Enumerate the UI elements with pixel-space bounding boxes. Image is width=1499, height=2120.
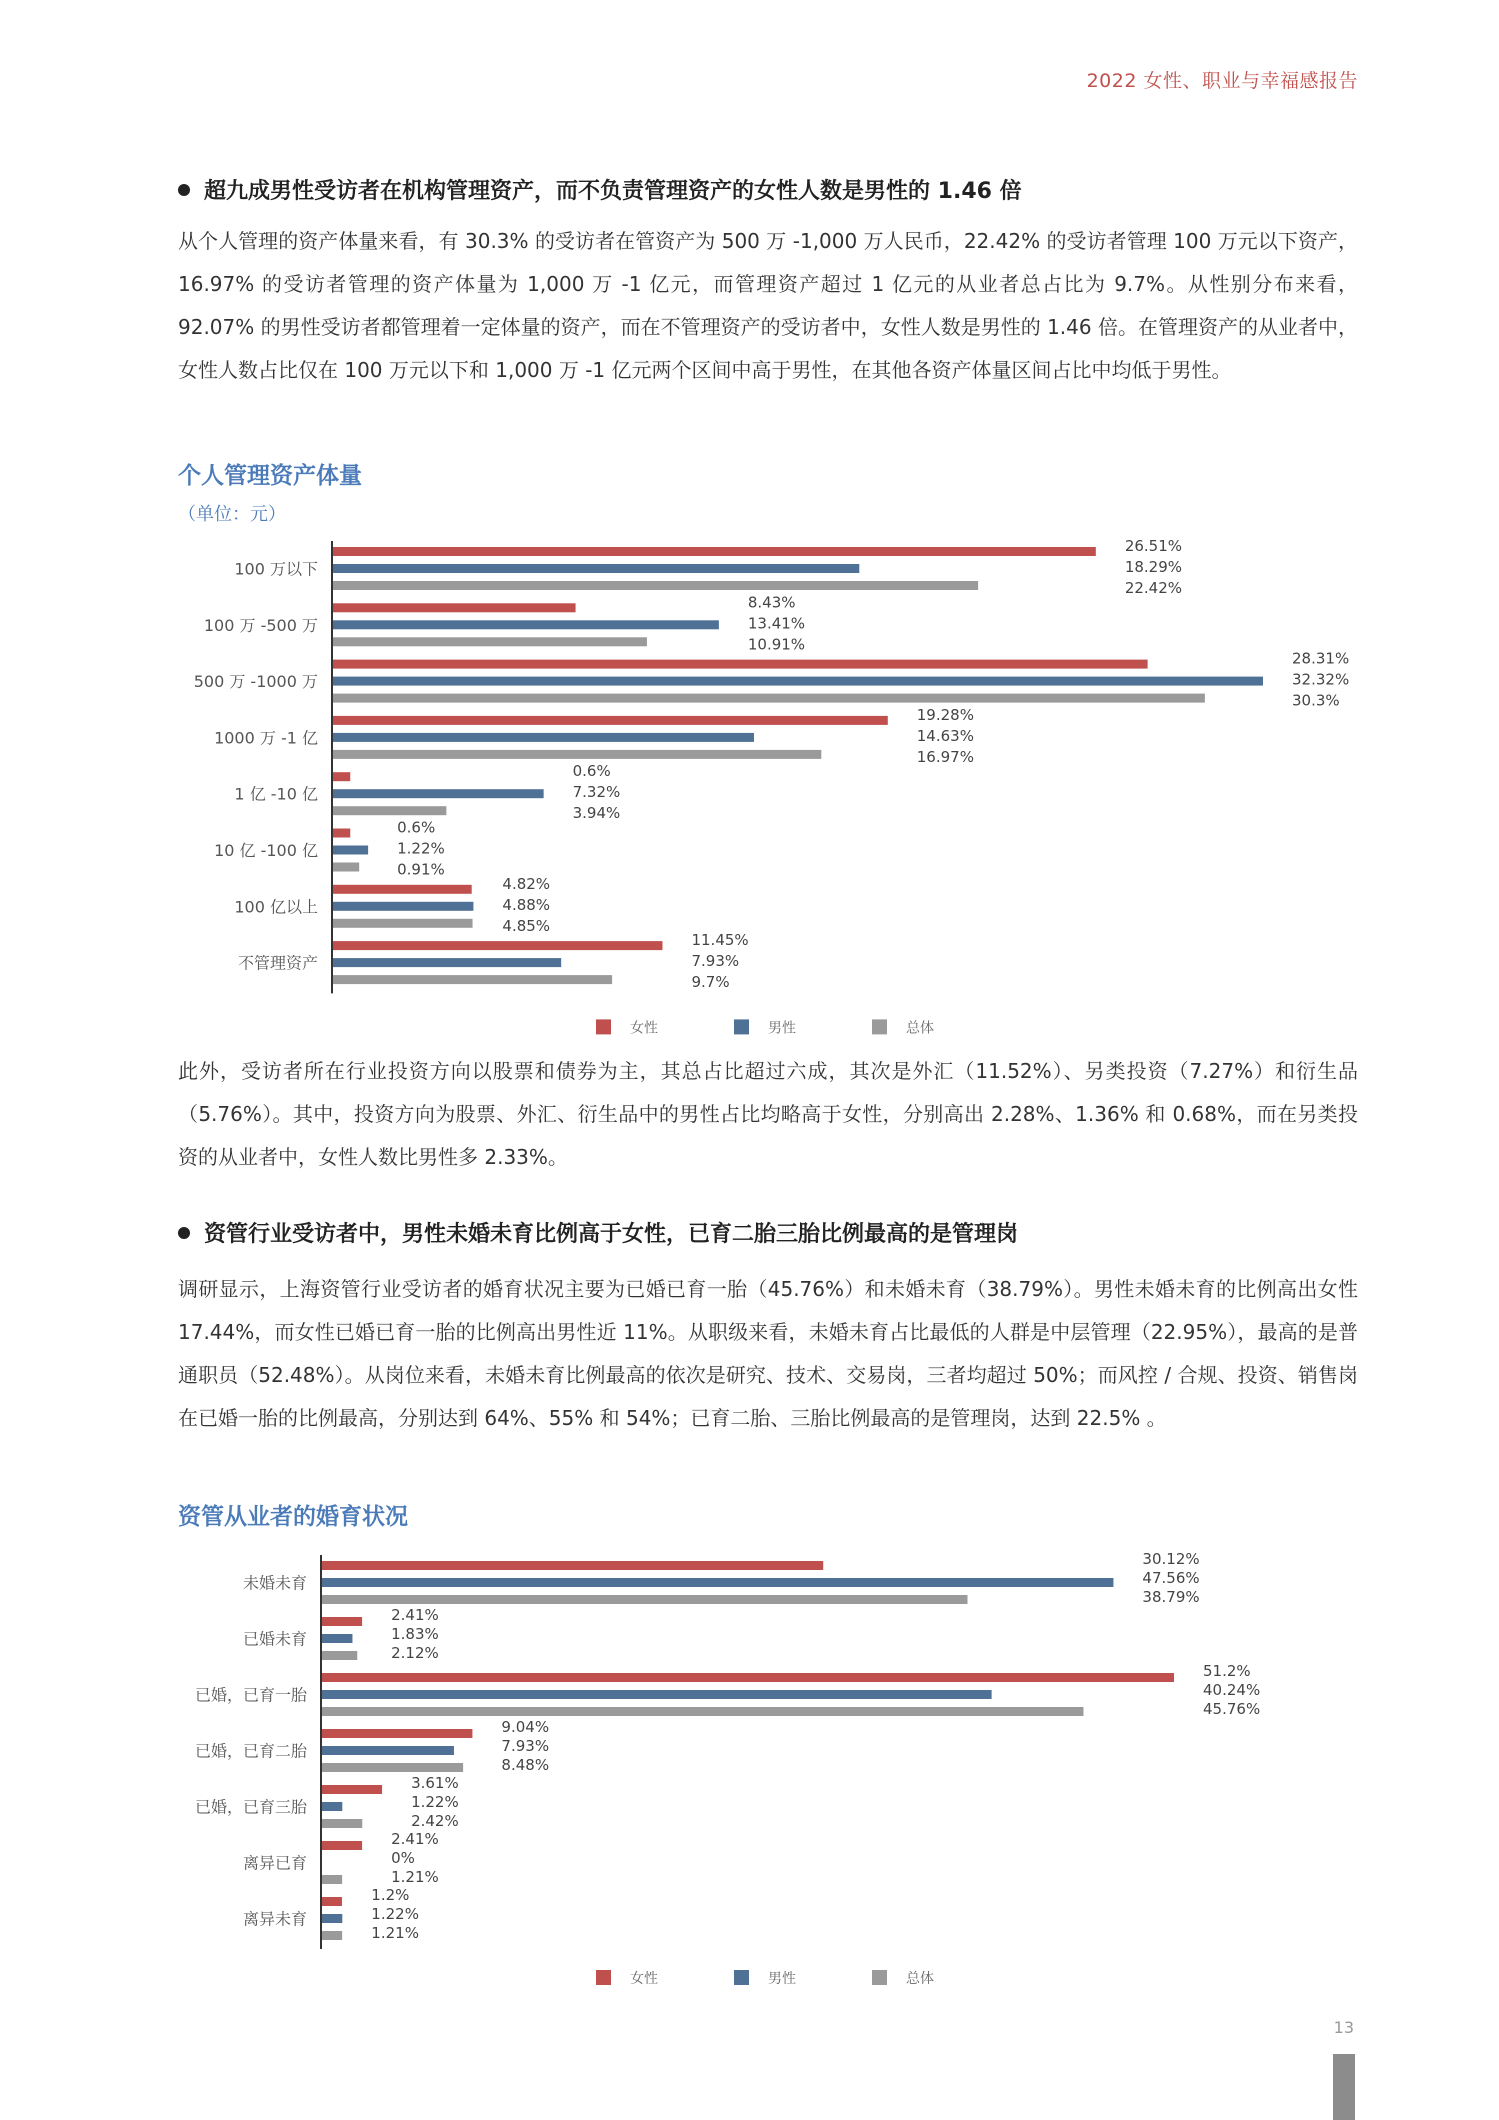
bar-total	[333, 919, 473, 928]
value-label: 16.97%	[916, 747, 974, 766]
section2-heading	[178, 1217, 1018, 1248]
bar-male	[333, 564, 859, 573]
category-label: 已婚，已育三胎	[194, 1797, 307, 1817]
category-label: 10 亿 -100 亿	[214, 841, 318, 860]
value-label: 22.42%	[1124, 579, 1183, 597]
bar-female	[333, 829, 350, 838]
bar-male	[333, 620, 719, 629]
legend-swatch-male	[734, 1019, 749, 1034]
bullet-icon	[178, 184, 190, 196]
value-label: 45.76%	[1203, 1700, 1261, 1718]
legend-label: 女性	[630, 1020, 658, 1037]
bar-male	[322, 1746, 454, 1755]
legend-label: 女性	[630, 1971, 658, 1985]
bar-male	[333, 902, 473, 911]
value-label: 40.24%	[1203, 1681, 1261, 1699]
bar-male	[333, 846, 368, 855]
value-label: 28.31%	[1292, 649, 1350, 668]
value-label: 10.91%	[747, 635, 806, 654]
marriage-chart-title: 资管从业者的婚育状况	[178, 1504, 408, 1530]
report-header-title: 2022 女性、职业与幸福感报告	[1086, 70, 1358, 92]
bullet-icon	[178, 1227, 190, 1239]
bar-male	[333, 958, 561, 967]
bar-female	[333, 716, 888, 725]
value-label: 2.41%	[391, 1606, 439, 1624]
value-label: 1.21%	[391, 1868, 439, 1886]
value-label: 14.63%	[916, 726, 974, 745]
bar-total	[322, 1595, 967, 1604]
bar-female	[333, 941, 662, 950]
value-label: 4.85%	[502, 916, 551, 935]
bar-female	[333, 660, 1148, 669]
bar-total	[333, 806, 446, 815]
value-label: 32.32%	[1292, 670, 1350, 689]
bar-female	[322, 1785, 382, 1794]
bar-total	[322, 1931, 342, 1940]
bar-total	[333, 975, 612, 984]
value-label: 0.91%	[397, 860, 445, 879]
bar-female	[322, 1897, 342, 1906]
value-label: 9.7%	[691, 973, 730, 992]
section1-paragraph-1: 从个人管理的资产体量来看，有 30.3% 的受访者在管资产为 500 万 -1,000 万人民币，22.42% 的受访者管理 100 万元以下资产，16.97% 的受访者管理的资产体量为 1,000 万 -1 亿元，而管理资产超过 1 亿元的从业者总占比为 9.7%。从性别分布来看，92.07% 的男性受访者都管理着一定体量的资产，而在不管理资产的受访者中，女性人数是男性的 1.46 倍。在管理资产的从业者中，女性人数占比仅在 100 万元以下和 1,000 万 -1 亿元两个区间中高于男性，在其他各资产体量区间占比中均低于男性。	[178, 229, 1358, 382]
value-label: 7.93%	[691, 952, 740, 971]
value-label: 1.21%	[371, 1924, 419, 1942]
value-label: 0%	[391, 1849, 415, 1867]
bar-total	[333, 863, 359, 872]
value-label: 0.6%	[572, 762, 611, 781]
category-label: 离异未育	[242, 1909, 307, 1929]
category-label: 100 万 -500 万	[203, 615, 318, 635]
value-label: 26.51%	[1124, 537, 1183, 555]
value-label: 2.12%	[391, 1644, 439, 1662]
marriage-status-chart	[0, 1545, 1499, 1985]
category-label: 1000 万 -1 亿	[214, 728, 318, 748]
value-label: 13.41%	[747, 614, 806, 633]
value-label: 7.32%	[572, 783, 621, 802]
value-label: 0.6%	[397, 818, 436, 837]
asset-chart-unit: （单位：元）	[178, 504, 286, 525]
bar-male	[333, 789, 544, 798]
section2-paragraph-1: 调研显示，上海资管行业受访者的婚育状况主要为已婚已育一胎（45.76%）和未婚未育（38.79%）。男性未婚未育的比例高出女性 17.44%，而女性已婚已育一胎的比例高出男性近 11%。从职级来看，未婚未育占比最低的人群是中层管理（22.95%），最高的是普通职员（52.48%）。从岗位来看，未婚未育比例最高的依次是研究、技术、交易岗，三者均超过 50%；而风控 / 合规、投资、销售岗在已婚一胎的比例最高，分别达到 64%、55% 和 54%；已育二胎、三胎比例最高的是管理岗，达到 22.5% 。	[178, 1277, 1358, 1430]
legend-swatch-male	[734, 1970, 749, 1985]
value-label: 3.61%	[411, 1774, 459, 1792]
bar-male	[322, 1802, 342, 1811]
category-label: 不管理资产	[237, 953, 318, 973]
value-label: 1.22%	[411, 1793, 459, 1811]
bar-male	[322, 1634, 352, 1643]
bar-total	[322, 1707, 1083, 1716]
category-label: 已婚未育	[242, 1629, 307, 1649]
category-label: 100 万以下	[234, 559, 318, 579]
value-label: 4.82%	[502, 874, 551, 893]
bar-total	[322, 1875, 342, 1884]
asset-volume-chart	[0, 530, 1499, 1040]
bar-female	[322, 1617, 362, 1626]
value-label: 1.2%	[371, 1886, 410, 1904]
bar-female	[322, 1673, 1174, 1682]
legend-label: 男性	[768, 1971, 796, 1985]
value-label: 9.04%	[501, 1718, 550, 1736]
category-label: 已婚，已育一胎	[194, 1685, 307, 1705]
category-label: 1 亿 -10 亿	[234, 784, 318, 804]
value-label: 3.94%	[572, 804, 621, 823]
bar-female	[322, 1561, 823, 1570]
value-label: 4.88%	[502, 895, 551, 914]
legend-swatch-total	[872, 1970, 887, 1985]
value-label: 2.42%	[411, 1812, 459, 1830]
bar-total	[322, 1819, 362, 1828]
bar-male	[322, 1690, 992, 1699]
value-label: 1.22%	[397, 839, 445, 858]
legend-swatch-female	[596, 1970, 611, 1985]
bar-total	[333, 637, 647, 646]
bar-total	[333, 581, 978, 590]
legend-label: 总体	[906, 1020, 934, 1037]
bar-total	[333, 750, 821, 759]
category-label: 500 万 -1000 万	[193, 672, 318, 692]
bar-male	[322, 1914, 342, 1923]
legend-label: 总体	[906, 1971, 934, 1985]
legend-swatch-total	[872, 1019, 887, 1034]
value-label: 38.79%	[1142, 1588, 1200, 1606]
section2-heading-text: 资管行业受访者中，男性未婚未育比例高于女性，已育二胎三胎比例最高的是管理岗	[204, 1222, 1019, 1247]
section1-heading-text: 超九成男性受访者在机构管理资产，而不负责管理资产的女性人数是男性的 1.46 倍	[204, 179, 1022, 204]
value-label: 51.2%	[1203, 1662, 1251, 1680]
legend-label: 男性	[768, 1020, 796, 1037]
bar-female	[333, 772, 350, 781]
legend-swatch-female	[596, 1019, 611, 1034]
category-label: 已婚，已育二胎	[194, 1741, 307, 1761]
value-label: 7.93%	[501, 1737, 550, 1755]
value-label: 8.48%	[501, 1756, 550, 1774]
bar-male	[333, 733, 754, 742]
value-label: 30.12%	[1142, 1550, 1200, 1568]
page-edge-bar	[1333, 2054, 1355, 2120]
value-label: 1.22%	[371, 1905, 419, 1923]
value-label: 1.83%	[391, 1625, 439, 1643]
bar-total	[322, 1651, 357, 1660]
value-label: 19.28%	[916, 705, 974, 724]
value-label: 11.45%	[691, 931, 749, 950]
asset-chart-title: 个人管理资产体量	[178, 463, 362, 489]
bar-total	[322, 1763, 463, 1772]
bar-female	[322, 1729, 472, 1738]
value-label: 8.43%	[747, 593, 796, 612]
bar-female	[333, 885, 472, 894]
bar-female	[333, 547, 1096, 556]
value-label: 2.41%	[391, 1830, 439, 1848]
bar-male	[322, 1578, 1113, 1587]
category-label: 未婚未育	[242, 1573, 307, 1593]
category-label: 100 亿以上	[234, 897, 318, 917]
value-label: 30.3%	[1292, 691, 1340, 710]
page-number: 13	[1333, 2018, 1354, 2037]
bar-male	[333, 677, 1263, 686]
value-label: 47.56%	[1142, 1569, 1200, 1587]
bar-female	[333, 603, 576, 612]
section1-heading	[178, 174, 1022, 205]
value-label: 18.29%	[1124, 558, 1183, 576]
bar-female	[322, 1841, 362, 1850]
category-label: 离异已育	[242, 1853, 307, 1873]
bar-total	[333, 694, 1205, 703]
section1-paragraph-2: 此外，受访者所在行业投资方向以股票和债券为主，其总占比超过六成，其次是外汇（11.52%）、另类投资（7.27%）和衍生品（5.76%）。其中，投资方向为股票、外汇、衍生品中的男性占比均略高于女性，分别高出 2.28%、1.36% 和 0.68%，而在另类投资的从业者中，女性人数比男性多 2.33%。	[178, 1059, 1358, 1169]
